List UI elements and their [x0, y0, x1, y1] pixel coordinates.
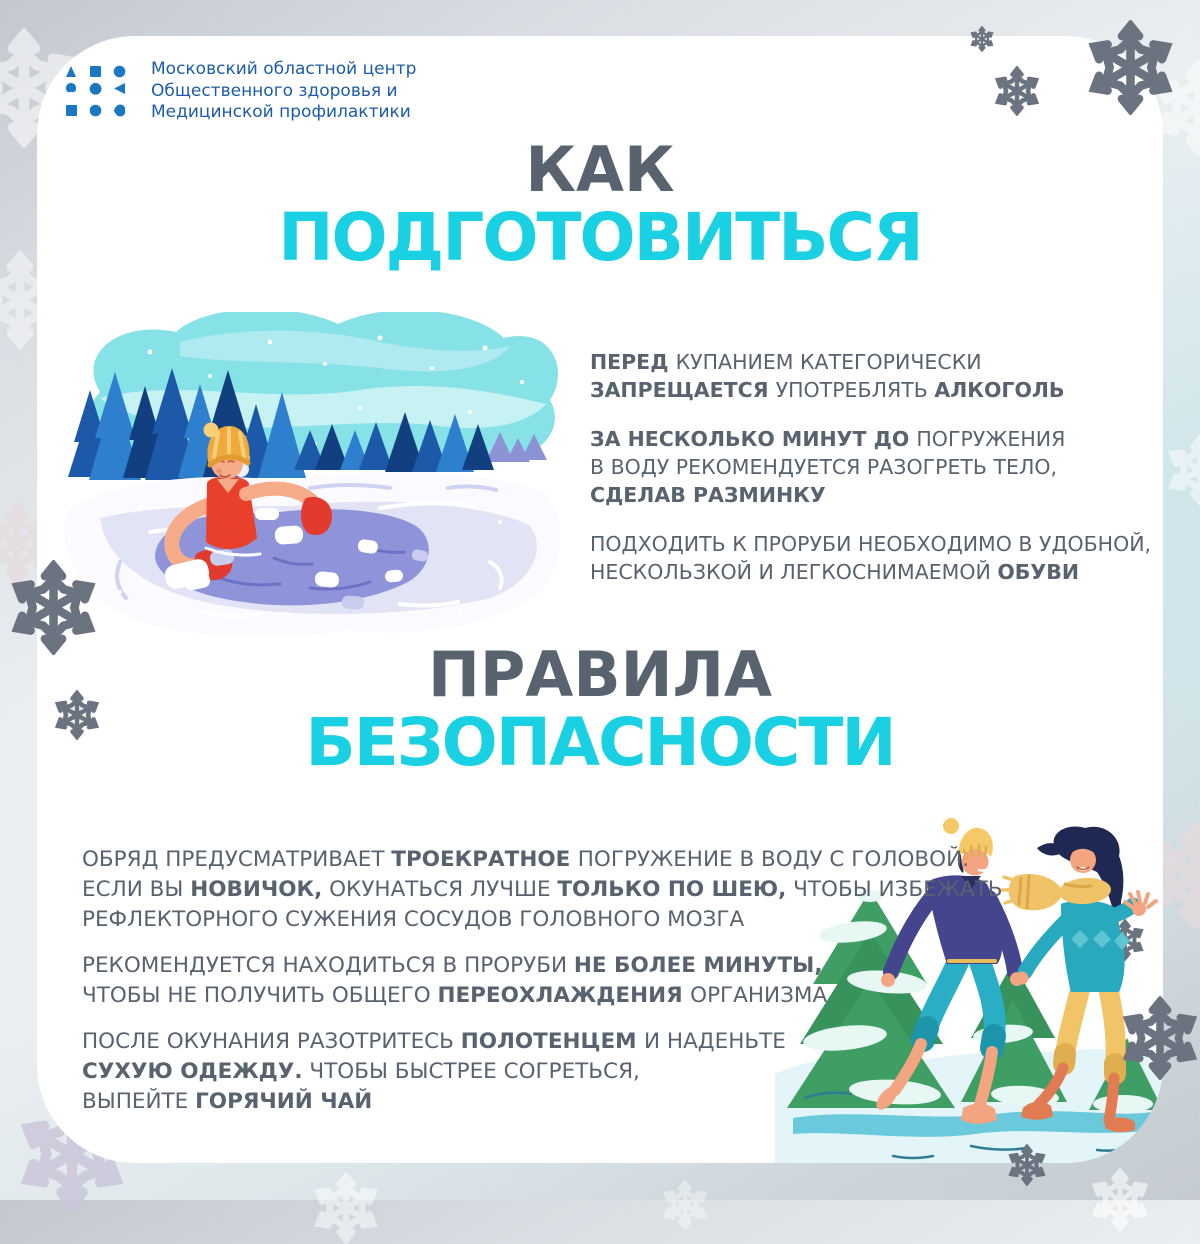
snowflake-icon — [1118, 996, 1200, 1080]
brand-org-line: Медицинской профилактики — [151, 102, 411, 122]
prepare-rule-3: ПОДХОДИТЬ К ПРОРУБИ НЕОБХОДИМО В УДОБНОЙ, НЕСКОЛЬЗКОЙ И ЛЕГКОСНИМАЕМОЙ ОБУВИ — [590, 532, 1152, 584]
safety-rule-1: ОБРЯД ПРЕДУСМАТРИВАЕТ ТРОЕКРАТНОЕ ПОГРУЖЕНИЕ В ВОДУ С ГОЛОВОЙ. ЕСЛИ ВЫ НОВИЧОК, ОКУНАТЬСЯ ЛУЧШЕ ТОЛЬКО ПО ШЕЮ, ЧТОБЫ ИЗБЕЖАТЬ РЕФЛЕКТОРНОГО СУЖЕНИЯ СОСУДОВ ГОЛОВНОГО МОЗГА — [82, 847, 1003, 932]
prepare-title-line2: ПОДГОТОВИТЬСЯ — [278, 199, 922, 276]
safety-rule-2: РЕКОМЕНДУЕТСЯ НАХОДИТЬСЯ В ПРОРУБИ НЕ БОЛЕЕ МИНУТЫ, ЧТОБЫ НЕ ПОЛУЧИТЬ ОБЩЕГО ПЕРЕОХЛАЖДЕНИЯ ОРГАНИЗМА — [82, 953, 828, 1008]
brand-org-line: Московский областной центр — [151, 59, 417, 79]
snowflake-icon — [1006, 1144, 1048, 1186]
poster-card — [37, 36, 1163, 1163]
safety-title-line2: БЕЗОПАСНОСТИ — [305, 704, 895, 781]
safety-rule-3: ПОСЛЕ ОКУНАНИЯ РАЗОТРИТЕСЬ ПОЛОТЕНЦЕМ И НАДЕНЬТЕ СУХУЮ ОДЕЖДУ. ЧТОБЫ БЫСТРЕЕ СОГРЕТЬСЯ, ВЫПЕЙТЕ ГОРЯЧИЙ ЧАЙ — [82, 1029, 786, 1114]
snowflake-watermark-icon — [1088, 1168, 1152, 1232]
safety-rules-list — [82, 845, 1032, 1133]
section-prepare-title — [37, 133, 1163, 276]
safety-title-line1: ПРАВИЛА — [428, 638, 772, 711]
snowflake-icon — [52, 690, 102, 740]
snowflake-icon — [992, 66, 1042, 116]
brand-org-name — [151, 58, 416, 124]
brand-header — [65, 58, 416, 130]
ice-hole-swimmer-illustration — [60, 312, 572, 642]
snowflake-watermark-icon — [310, 1172, 382, 1244]
brand-org-line: Общественного здоровья и — [151, 80, 398, 101]
prepare-rule-2: ЗА НЕСКОЛЬКО МИНУТ ДО ПОГРУЖЕНИЯ В ВОДУ РЕКОМЕНДУЕТСЯ РАЗОГРЕТЬ ТЕЛО, СДЕЛАВ РАЗМИНКУ — [590, 427, 1066, 507]
snowflake-icon — [969, 26, 995, 52]
prepare-rule-1: ПЕРЕД КУПАНИЕМ КАТЕГОРИЧЕСКИ ЗАПРЕЩАЕТСЯ УПОТРЕБЛЯТЬ АЛКОГОЛЬ — [590, 350, 1065, 402]
snowflake-icon — [1083, 20, 1178, 115]
snowflake-watermark-icon — [1164, 434, 1200, 506]
brand-logo-icon — [65, 58, 137, 130]
prepare-title-line1: КАК — [525, 133, 675, 206]
section-safety-title — [37, 638, 1163, 781]
snowflake-watermark-icon — [660, 1180, 710, 1230]
prepare-rules-list — [590, 348, 1163, 607]
snowflake-icon — [6, 560, 101, 655]
